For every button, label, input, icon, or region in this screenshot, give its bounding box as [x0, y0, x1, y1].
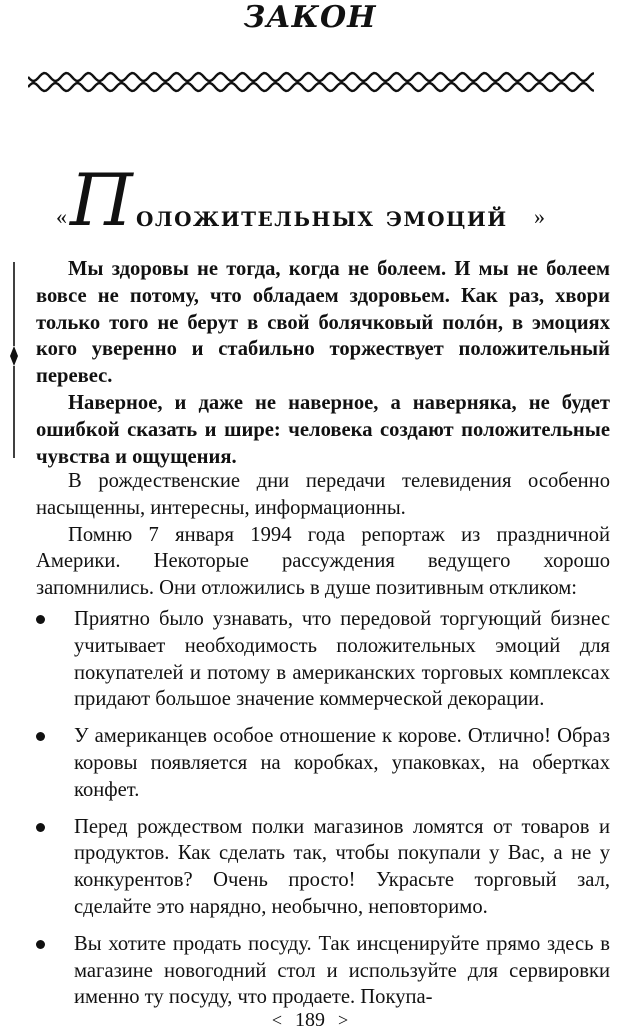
- bullet-dot-icon: [36, 940, 45, 949]
- title-open-quote: «: [56, 204, 67, 229]
- title-close-quote: »: [534, 204, 545, 229]
- epigraph-paragraph: Наверное, и даже не наверное, а наверняка, не будет ошибкой сказать и шире: человека создают положительные чувства и ощущения.: [36, 391, 610, 468]
- right-arrow-icon: >: [338, 1010, 349, 1030]
- wave-ornament: [28, 66, 594, 98]
- left-arrow-icon: <: [271, 1010, 282, 1030]
- body-paragraph: Помню 7 января 1994 года репортаж из праздничной Америки. Некоторые рассуждения ведущего хорошо запомнились. Они отложились в душе позитивным откликом:: [36, 523, 610, 600]
- running-header-title: ЗАКОН: [243, 0, 377, 35]
- bullet-item: [36, 814, 610, 921]
- epigraph-paragraph: Мы здоровы не тогда, когда не болеем. И мы не болеем вовсе не потому, что обладаем здоровьем. Как раз, хвори только того не берут в свой болячковый полóн, в эмоциях кого уверенно и стабильно торжествует положительный перевес.: [36, 258, 610, 388]
- body-text: [36, 468, 610, 1021]
- bullet-item: [36, 723, 610, 803]
- bullet-text: Вы хотите продать посуду. Так инсценируйте прямо здесь в магазине новогодний стол и используйте для сервировки именно ту посуду, что продаете. Покупа-: [74, 932, 610, 1009]
- bullet-text: У американцев особое отношение к корове. Отлично! Образ коровы появляется на коробках, упаковках, на обертках конфет.: [74, 725, 610, 801]
- title-initial-letter: П: [70, 158, 133, 242]
- bullet-dot-icon: [36, 732, 45, 741]
- epigraph: [36, 256, 610, 470]
- bullet-dot-icon: [36, 615, 45, 624]
- chapter-title: [48, 160, 608, 250]
- bullet-list: [36, 606, 610, 1011]
- epigraph-margin-ornament: [8, 262, 20, 462]
- bullet-item: [36, 606, 610, 713]
- bullet-text: Перед рождеством полки магазинов ломятся от товаров и продуктов. Как сделать так, чтобы покупали у Вас, а не у конкурентов? Очень просто! Украсьте торговый зал, сделайте это нарядно, необычно, неповторимо.: [74, 815, 610, 918]
- bullet-dot-icon: [36, 823, 45, 832]
- body-paragraph: В рождественские дни передачи телевидения особенно насыщенны, интересны, информационны.: [36, 470, 610, 519]
- page-number: 189: [295, 1009, 325, 1031]
- bullet-text: Приятно было узнавать, что передовой торгующий бизнес учитывает необходимость положительных эмоций для покупателей и потому в американских торговых комплексах придают большое значение коммерческой декорации.: [74, 607, 610, 711]
- title-rest: оложительных эмоций: [136, 199, 508, 233]
- bullet-item: [36, 931, 610, 1011]
- page-number-footer: [0, 1008, 620, 1032]
